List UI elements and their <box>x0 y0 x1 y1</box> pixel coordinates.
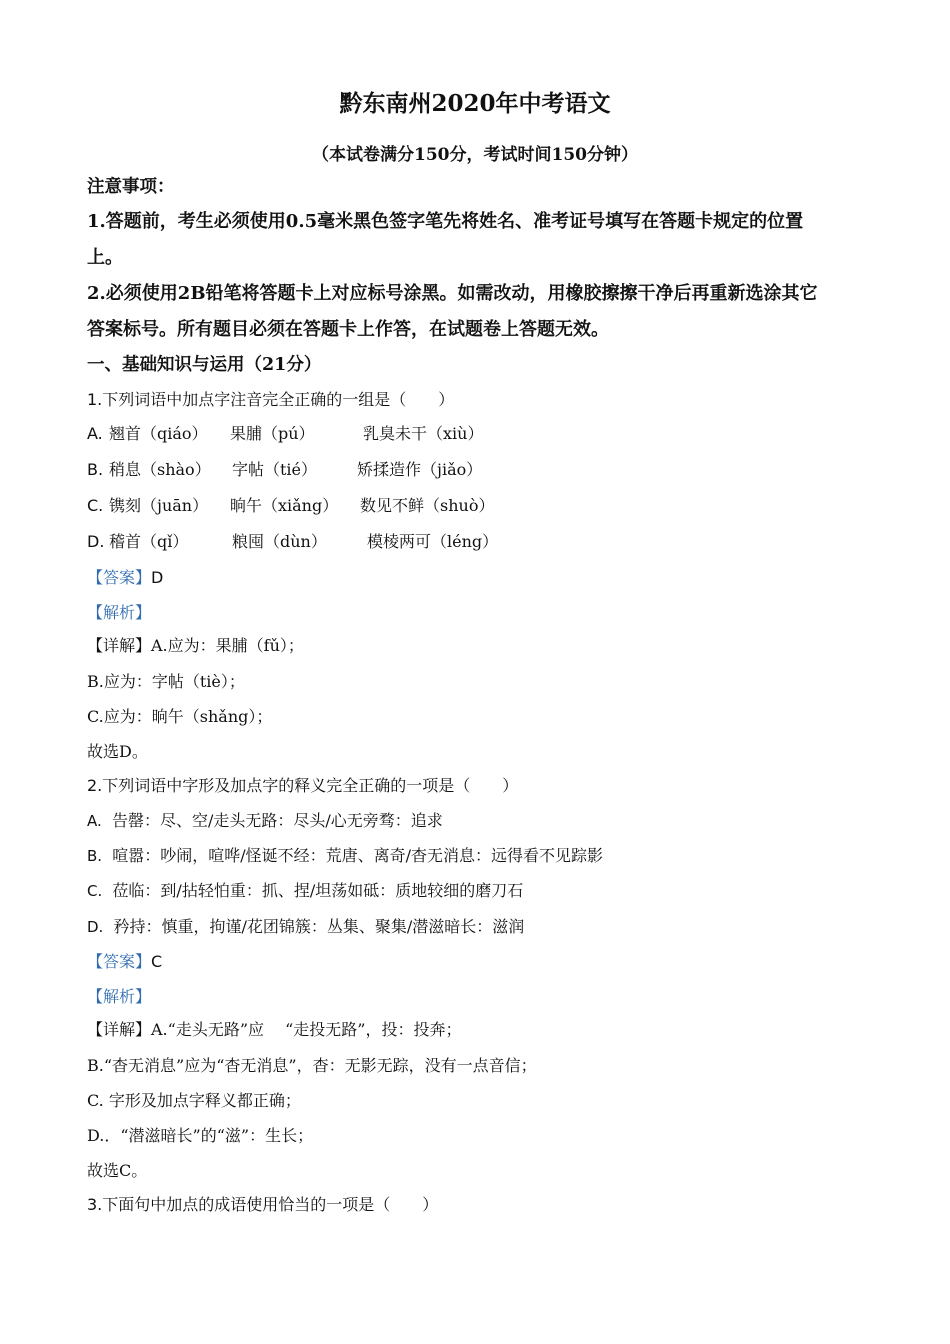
q1-option-c-item-1: 镌刻（juān） <box>109 496 209 515</box>
q1-option-d-item-3: 模棱两可（léng） <box>367 532 499 551</box>
notice-2-line-2: 答案标号。所有题目必须在答题卡上作答，在试题卷上答题无效。 <box>87 319 609 340</box>
q2-option-c <box>87 879 890 903</box>
question-number: 2. <box>87 776 103 795</box>
question-number: 3. <box>87 1195 103 1214</box>
option-text: 莅临：到/拈轻怕重：抓、捏/坦荡如砥：质地较细的磨刀石 <box>112 881 524 900</box>
question-text: 下列词语中字形及加点字的释义完全正确的一项是（ ） <box>102 776 519 795</box>
option-text: 喧嚣：吵闹，喧哗/怪诞不经：荒唐、离奇/杳无消息：远得看不见踪影 <box>112 846 604 865</box>
page-subtitle: （本试卷满分150分，考试时间150分钟） <box>312 145 638 165</box>
q1-option-d-item-1: 稽首（qǐ） <box>109 532 189 551</box>
q1-option-c-item-3: 数见不鲜（shuò） <box>360 496 495 515</box>
q1-option-b-item-2: 字帖（tié） <box>232 460 318 479</box>
q1-analysis-tag <box>87 601 890 625</box>
question-number: 1. <box>87 390 103 409</box>
q2-explanation-c: C. 字形及加点字释义都正确； <box>87 1091 301 1110</box>
question-text: 下列词语中加点字注音完全正确的一组是（ ） <box>102 390 455 409</box>
q1-option-c-item-2: 晌午（xiǎng） <box>230 496 339 515</box>
option-letter: B. <box>87 460 104 479</box>
option-text: 告罄：尽、空/走头无路：尽头/心无旁骛：追求 <box>111 811 443 830</box>
option-letter: D. <box>87 532 105 551</box>
q1-answer <box>87 566 890 590</box>
section-heading: 一、基础知识与运用（21分） <box>87 355 322 375</box>
analysis-tag: 【解析】 <box>87 603 152 622</box>
q1-option-a <box>87 422 103 446</box>
q1-option-d-item-2: 粮囤（dùn） <box>232 532 327 551</box>
question-3-stem <box>87 1193 890 1217</box>
notice-heading: 注意事项： <box>87 177 175 197</box>
q1-conclusion: 故选D。 <box>87 742 148 761</box>
q1-option-d <box>87 530 104 554</box>
q2-option-d <box>87 915 890 939</box>
question-2-stem <box>87 774 890 798</box>
q1-detail: 【详解】A.应为：果脯（fǔ）； <box>87 636 304 655</box>
notice-1-line-2: 上。 <box>87 247 123 268</box>
answer-tag: 【答案】 <box>87 568 152 587</box>
notice-2-line-1: 2.必须使用2B铅笔将答题卡上对应标号涂黑。如需改动，用橡胶擦擦干净后再重新选涂其它 <box>87 283 818 304</box>
option-text: 矜持：慎重，拘谨/花团锦簇：丛集、聚集/潜滋暗长：滋润 <box>113 917 525 936</box>
q2-detail: 【详解】A.“走头无路”应 “走投无路”，投：投奔； <box>87 1020 462 1039</box>
q1-option-a-item-3: 乳臭未干（xiù） <box>363 424 484 443</box>
option-letter: C. <box>87 496 104 515</box>
q2-answer <box>87 950 890 974</box>
q1-option-b-item-3: 矫揉造作（jiǎo） <box>357 460 483 479</box>
option-letter: B. <box>87 847 103 865</box>
notice-1-line-1: 1.答题前，考生必须使用0.5毫米黑色签字笔先将姓名、准考证号填写在答题卡规定的位置 <box>87 211 804 232</box>
answer-value: D <box>151 568 164 587</box>
q2-explanation-d: D.．“潜滋暗长”的“滋”：生长； <box>87 1126 314 1145</box>
option-letter: A. <box>87 812 102 830</box>
page-title: 黔东南州2020年中考语文 <box>339 90 611 117</box>
q2-analysis-tag <box>87 985 890 1009</box>
answer-value: C <box>151 952 163 971</box>
q1-option-a-item-1: 翘首（qiáo） <box>109 424 208 443</box>
option-letter: C. <box>87 882 103 900</box>
q2-explanation-b: B.“杳无消息”应为“杳无消息”，杳：无影无踪，没有一点音信； <box>87 1056 537 1075</box>
q2-option-b <box>87 844 890 868</box>
option-letter: A. <box>87 424 103 443</box>
q1-option-b <box>87 458 103 482</box>
q1-explanation-c: C.应为：晌午（shǎng）； <box>87 707 273 726</box>
q2-option-a <box>87 809 890 833</box>
q1-explanation-b: B.应为：字帖（tiè）； <box>87 672 245 691</box>
q1-option-b-item-1: 稍息（shào） <box>109 460 211 479</box>
q1-option-c <box>87 494 103 518</box>
question-1-stem <box>87 388 890 412</box>
q1-option-a-item-2: 果脯（pú） <box>230 424 315 443</box>
option-letter: D. <box>87 918 104 936</box>
q2-conclusion: 故选C。 <box>87 1161 148 1180</box>
analysis-tag: 【解析】 <box>87 987 152 1006</box>
answer-tag: 【答案】 <box>87 952 152 971</box>
question-text: 下面句中加点的成语使用恰当的一项是（ ） <box>102 1195 439 1214</box>
